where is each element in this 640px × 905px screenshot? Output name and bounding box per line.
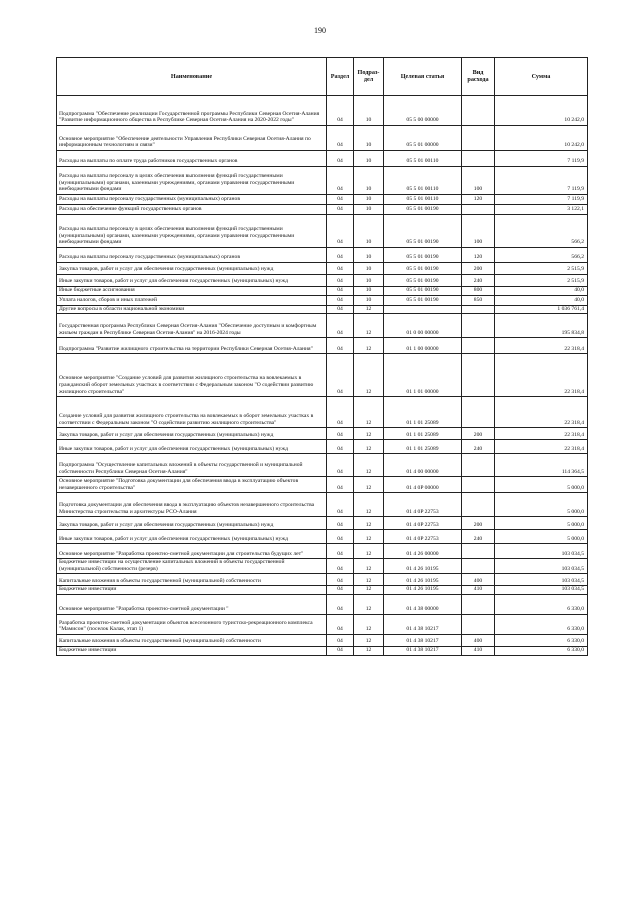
- cell-amount: 103 034,5: [495, 559, 588, 574]
- cell-section: 04: [327, 397, 354, 428]
- cell-section: 04: [327, 263, 354, 275]
- cell-target: 01 4 0P 22753: [384, 517, 462, 530]
- cell-amount: 22 318,4: [495, 428, 588, 440]
- cell-section: 04: [327, 314, 354, 338]
- table-row: [57, 96, 588, 126]
- cell-amount: 40,0: [495, 295, 588, 305]
- cell-target: 05 5 01 00110: [384, 195, 462, 205]
- cell-name: Иные бюджетные ассигнования: [57, 287, 327, 296]
- cell-amount: 566,2: [495, 215, 588, 248]
- table-row: [57, 195, 588, 205]
- cell-target: 05 5 01 00190: [384, 248, 462, 263]
- cell-name: Государственная программа Республики Северная Осетия-Алания "Обеспечение доступным и комфортным жильем граждан в Республике Северная Осетия-Алания" на 2016-2024 годы: [57, 314, 327, 338]
- cell-amount: 22 318,4: [495, 338, 588, 354]
- cell-amount: 103 034,5: [495, 574, 588, 586]
- cell-amount: 195 834,8: [495, 314, 588, 338]
- cell-amount: 6 330,0: [495, 634, 588, 646]
- cell-name: Расходы на выплаты персоналу в целях обеспечения выполнения функций государственными (муниципальными) органами, казенными учреждениями, органами управления государственными внебюджетными фондами: [57, 215, 327, 248]
- cell-target: 01 4 38 10217: [384, 646, 462, 655]
- cell-amount: 5 000,0: [495, 493, 588, 517]
- cell-subsection: 12: [354, 594, 384, 614]
- cell-expense-type: [462, 338, 495, 354]
- cell-amount: 103 034,5: [495, 586, 588, 595]
- cell-section: 04: [327, 205, 354, 215]
- table-row: [57, 275, 588, 287]
- cell-name: Подпрограмма "Развитие жилищного строительства на территории Республики Северная Осетия-Алания": [57, 338, 327, 354]
- cell-subsection: 10: [354, 295, 384, 305]
- table-row: [57, 634, 588, 646]
- cell-expense-type: 120: [462, 195, 495, 205]
- cell-name: Разработка проектно-сметной документации объектов всесезонного туристско-рекреационного комплекса "Мамисон" (поселок Калак, этап 1): [57, 614, 327, 634]
- cell-target: 01 4 26 10195: [384, 559, 462, 574]
- cell-name: Закупка товаров, работ и услуг для обеспечения государственных (муниципальных) нужд: [57, 263, 327, 275]
- cell-name: Бюджетные инвестиции: [57, 586, 327, 595]
- cell-subsection: 10: [354, 248, 384, 263]
- cell-amount: 6 330,0: [495, 646, 588, 655]
- header-subsection: Подраз-дел: [354, 58, 384, 96]
- cell-expense-type: [462, 305, 495, 314]
- cell-expense-type: [462, 614, 495, 634]
- cell-subsection: 10: [354, 151, 384, 167]
- cell-section: 04: [327, 646, 354, 655]
- table-row: [57, 305, 588, 314]
- cell-target: 05 5 01 00190: [384, 205, 462, 215]
- table-row: [57, 248, 588, 263]
- table-row: [57, 517, 588, 530]
- cell-expense-type: 200: [462, 263, 495, 275]
- cell-subsection: 12: [354, 428, 384, 440]
- cell-name: Основное мероприятие "Разработка проектно-сметной документации для строительства будущих лет": [57, 544, 327, 559]
- table-row: [57, 151, 588, 167]
- cell-expense-type: 200: [462, 517, 495, 530]
- cell-section: 04: [327, 517, 354, 530]
- cell-amount: 22 318,4: [495, 397, 588, 428]
- cell-subsection: 12: [354, 530, 384, 544]
- cell-expense-type: [462, 544, 495, 559]
- table-row: [57, 477, 588, 493]
- cell-name: Расходы на обеспечение функций государственных органов: [57, 205, 327, 215]
- cell-name: Иные закупки товаров, работ и услуг для обеспечения государственных (муниципальных) нужд: [57, 275, 327, 287]
- cell-section: 04: [327, 305, 354, 314]
- cell-section: 04: [327, 634, 354, 646]
- cell-subsection: 10: [354, 287, 384, 296]
- cell-subsection: 12: [354, 646, 384, 655]
- cell-amount: 6 330,0: [495, 594, 588, 614]
- cell-expense-type: 100: [462, 215, 495, 248]
- cell-target: 01 1 01 25089: [384, 428, 462, 440]
- cell-expense-type: [462, 314, 495, 338]
- table-header-row: [57, 58, 588, 96]
- cell-amount: 10 242,0: [495, 126, 588, 151]
- cell-expense-type: 120: [462, 248, 495, 263]
- cell-amount: 40,0: [495, 287, 588, 296]
- cell-subsection: 12: [354, 559, 384, 574]
- cell-subsection: 12: [354, 354, 384, 397]
- cell-amount: 2 515,9: [495, 263, 588, 275]
- cell-amount: 7 119,9: [495, 167, 588, 195]
- cell-amount: 10 242,0: [495, 96, 588, 126]
- cell-subsection: 10: [354, 215, 384, 248]
- header-section: Раздел: [327, 58, 354, 96]
- cell-amount: 7 119,9: [495, 195, 588, 205]
- cell-subsection: 10: [354, 96, 384, 126]
- cell-target: 01 4 38 00000: [384, 594, 462, 614]
- table-row: [57, 440, 588, 454]
- cell-subsection: 12: [354, 440, 384, 454]
- cell-section: 04: [327, 287, 354, 296]
- cell-section: 04: [327, 215, 354, 248]
- cell-section: 04: [327, 151, 354, 167]
- table-row: [57, 544, 588, 559]
- cell-amount: 103 034,5: [495, 544, 588, 559]
- table-row: [57, 354, 588, 397]
- cell-name: Уплата налогов, сборов и иных платежей: [57, 295, 327, 305]
- cell-amount: 566,2: [495, 248, 588, 263]
- cell-section: 04: [327, 167, 354, 195]
- cell-section: 04: [327, 454, 354, 477]
- cell-expense-type: [462, 477, 495, 493]
- cell-expense-type: 410: [462, 646, 495, 655]
- cell-expense-type: [462, 354, 495, 397]
- table-row: [57, 338, 588, 354]
- cell-subsection: 10: [354, 195, 384, 205]
- cell-section: 04: [327, 574, 354, 586]
- cell-name: Основное мероприятие "Разработка проектно-сметной документации ": [57, 594, 327, 614]
- cell-name: Расходы на выплаты персоналу государственных (муниципальных) органов: [57, 195, 327, 205]
- cell-expense-type: [462, 96, 495, 126]
- cell-expense-type: 200: [462, 428, 495, 440]
- cell-target: 01 4 0P 00000: [384, 477, 462, 493]
- cell-target: 05 5 01 00110: [384, 167, 462, 195]
- cell-expense-type: [462, 454, 495, 477]
- cell-name: Основное мероприятие "Обеспечение деятельности Управления Республики Северная Осетия-Алания по информационным технологиям и связи": [57, 126, 327, 151]
- cell-subsection: 10: [354, 263, 384, 275]
- cell-name: Подпрограмма "Обеспечение реализации Государственной программы Республики Северная Осетия-Алания "Развитие информационного общества в Республике Северная Осетия-Алания на 2020-2022 годы": [57, 96, 327, 126]
- cell-name: Создание условий для развития жилищного строительства на вовлекаемых в оборот земельных участках в соответствии с Федеральным законом "О содействии развитию жилищного строительства": [57, 397, 327, 428]
- cell-name: Другие вопросы в области национальной экономики: [57, 305, 327, 314]
- table-row: [57, 594, 588, 614]
- cell-name: Основное мероприятие "Подготовка документации для обеспечения ввода в эксплуатацию объектов незавершенного строительства": [57, 477, 327, 493]
- cell-section: 04: [327, 248, 354, 263]
- cell-subsection: 10: [354, 275, 384, 287]
- cell-target: 01 0 00 00000: [384, 314, 462, 338]
- table-row: [57, 586, 588, 595]
- cell-expense-type: 240: [462, 440, 495, 454]
- cell-target: 05 5 01 00190: [384, 295, 462, 305]
- cell-expense-type: 240: [462, 530, 495, 544]
- cell-target: 01 1 00 00000: [384, 338, 462, 354]
- cell-section: 04: [327, 195, 354, 205]
- cell-subsection: 10: [354, 205, 384, 215]
- cell-expense-type: [462, 397, 495, 428]
- header-amount: Сумма: [495, 58, 588, 96]
- cell-name: Основное мероприятие "Создание условий для развития жилищного строительства на вовлекаемых в гражданский оборот земельных участках в соответствии с Федеральным законом "О содействии развитию жилищного строительства": [57, 354, 327, 397]
- cell-expense-type: [462, 205, 495, 215]
- cell-target: 01 4 26 10195: [384, 586, 462, 595]
- table-row: [57, 215, 588, 248]
- cell-name: Подпрограмма "Осуществление капитальных вложений в объекты государственной и муниципальной собственности Республики Северная Осетия-Алания": [57, 454, 327, 477]
- cell-amount: 5 000,0: [495, 517, 588, 530]
- cell-name: Капитальные вложения в объекты государственной (муниципальной) собственности: [57, 574, 327, 586]
- cell-section: 04: [327, 477, 354, 493]
- table-row: [57, 205, 588, 215]
- cell-expense-type: [462, 559, 495, 574]
- cell-subsection: 12: [354, 477, 384, 493]
- cell-target: [384, 305, 462, 314]
- cell-amount: 5 000,0: [495, 530, 588, 544]
- cell-subsection: 12: [354, 544, 384, 559]
- cell-section: 04: [327, 96, 354, 126]
- header-target: Целевая статья: [384, 58, 462, 96]
- cell-amount: 3 122,1: [495, 205, 588, 215]
- cell-target: 01 1 01 25089: [384, 440, 462, 454]
- cell-amount: 1 036 761,4: [495, 305, 588, 314]
- table-row: [57, 295, 588, 305]
- cell-name: Бюджетные инвестиции: [57, 646, 327, 655]
- cell-name: Иные закупки товаров, работ и услуг для обеспечения государственных (муниципальных) нужд: [57, 440, 327, 454]
- cell-section: 04: [327, 530, 354, 544]
- cell-section: 04: [327, 126, 354, 151]
- cell-amount: 114 364,5: [495, 454, 588, 477]
- cell-subsection: 12: [354, 493, 384, 517]
- cell-subsection: 12: [354, 634, 384, 646]
- cell-subsection: 12: [354, 586, 384, 595]
- table-row: [57, 428, 588, 440]
- cell-amount: 6 330,0: [495, 614, 588, 634]
- cell-amount: 22 318,4: [495, 440, 588, 454]
- cell-section: 04: [327, 544, 354, 559]
- table-row: [57, 454, 588, 477]
- table-row: [57, 263, 588, 275]
- cell-target: 05 5 01 00190: [384, 215, 462, 248]
- cell-subsection: 12: [354, 454, 384, 477]
- cell-target: 05 5 00 00000: [384, 96, 462, 126]
- header-expense-type: Вид расхода: [462, 58, 495, 96]
- cell-name: Подготовка документации для обеспечения ввода в эксплуатацию объектов незавершенного строительства Министерства строительства и архитектуры РСО-Алания: [57, 493, 327, 517]
- cell-target: 01 4 00 00000: [384, 454, 462, 477]
- cell-name: Бюджетные инвестиции на осуществление капитальных вложений в объекты государственной (муниципальной) собственности (резерв): [57, 559, 327, 574]
- cell-section: 04: [327, 614, 354, 634]
- cell-subsection: 12: [354, 314, 384, 338]
- cell-subsection: 12: [354, 517, 384, 530]
- cell-target: 05 5 01 00000: [384, 126, 462, 151]
- table-row: [57, 646, 588, 655]
- cell-name: Закупка товаров, работ и услуг для обеспечения государственных (муниципальных) нужд: [57, 517, 327, 530]
- cell-section: 04: [327, 428, 354, 440]
- cell-section: 04: [327, 440, 354, 454]
- cell-section: 04: [327, 275, 354, 287]
- cell-section: 04: [327, 354, 354, 397]
- cell-name: Расходы на выплаты персоналу в целях обеспечения выполнения функций государственными (муниципальными) органами, казенными учреждениями, органами управления государственными внебюджетными фондами: [57, 167, 327, 195]
- cell-name: Расходы на выплаты по оплате труда работников государственных органов: [57, 151, 327, 167]
- cell-target: 05 5 01 00190: [384, 275, 462, 287]
- cell-expense-type: [462, 151, 495, 167]
- table-row: [57, 167, 588, 195]
- page-number: 190: [314, 26, 326, 35]
- cell-expense-type: 100: [462, 167, 495, 195]
- cell-target: 01 4 38 10217: [384, 634, 462, 646]
- cell-expense-type: [462, 493, 495, 517]
- table-row: [57, 287, 588, 296]
- table-row: [57, 493, 588, 517]
- cell-amount: 7 119,9: [495, 151, 588, 167]
- cell-target: 01 4 0P 22753: [384, 493, 462, 517]
- cell-subsection: 10: [354, 167, 384, 195]
- cell-section: 04: [327, 338, 354, 354]
- cell-name: Иные закупки товаров, работ и услуг для обеспечения государственных (муниципальных) нужд: [57, 530, 327, 544]
- cell-target: 01 4 26 10195: [384, 574, 462, 586]
- cell-amount: 2 515,9: [495, 275, 588, 287]
- cell-expense-type: 850: [462, 295, 495, 305]
- cell-expense-type: [462, 594, 495, 614]
- cell-target: 01 4 0P 22753: [384, 530, 462, 544]
- cell-expense-type: 800: [462, 287, 495, 296]
- table-row: [57, 614, 588, 634]
- table-row: [57, 574, 588, 586]
- cell-target: 01 4 38 10217: [384, 614, 462, 634]
- cell-section: 04: [327, 493, 354, 517]
- table-row: [57, 559, 588, 574]
- cell-section: 04: [327, 594, 354, 614]
- cell-target: 01 1 01 25089: [384, 397, 462, 428]
- cell-subsection: 12: [354, 305, 384, 314]
- table-row: [57, 397, 588, 428]
- cell-target: 01 1 01 00000: [384, 354, 462, 397]
- cell-subsection: 12: [354, 338, 384, 354]
- header-name: Наименование: [57, 58, 327, 96]
- cell-subsection: 12: [354, 574, 384, 586]
- cell-name: Закупка товаров, работ и услуг для обеспечения государственных (муниципальных) нужд: [57, 428, 327, 440]
- cell-section: 04: [327, 586, 354, 595]
- cell-subsection: 12: [354, 397, 384, 428]
- cell-amount: 5 000,0: [495, 477, 588, 493]
- cell-name: Капитальные вложения в объекты государственной (муниципальной) собственности: [57, 634, 327, 646]
- cell-section: 04: [327, 559, 354, 574]
- cell-name: Расходы на выплаты персоналу государственных (муниципальных) органов: [57, 248, 327, 263]
- cell-target: 01 4 26 00000: [384, 544, 462, 559]
- cell-expense-type: 400: [462, 574, 495, 586]
- cell-section: 04: [327, 295, 354, 305]
- cell-subsection: 10: [354, 126, 384, 151]
- cell-target: 05 5 01 00190: [384, 287, 462, 296]
- cell-expense-type: 400: [462, 634, 495, 646]
- table-row: [57, 314, 588, 338]
- cell-target: 05 5 01 00110: [384, 151, 462, 167]
- budget-table: [56, 57, 588, 656]
- table-row: [57, 126, 588, 151]
- cell-expense-type: 240: [462, 275, 495, 287]
- cell-target: 05 5 01 00190: [384, 263, 462, 275]
- cell-subsection: 12: [354, 614, 384, 634]
- cell-expense-type: [462, 126, 495, 151]
- cell-amount: 22 318,4: [495, 354, 588, 397]
- cell-expense-type: 410: [462, 586, 495, 595]
- table-row: [57, 530, 588, 544]
